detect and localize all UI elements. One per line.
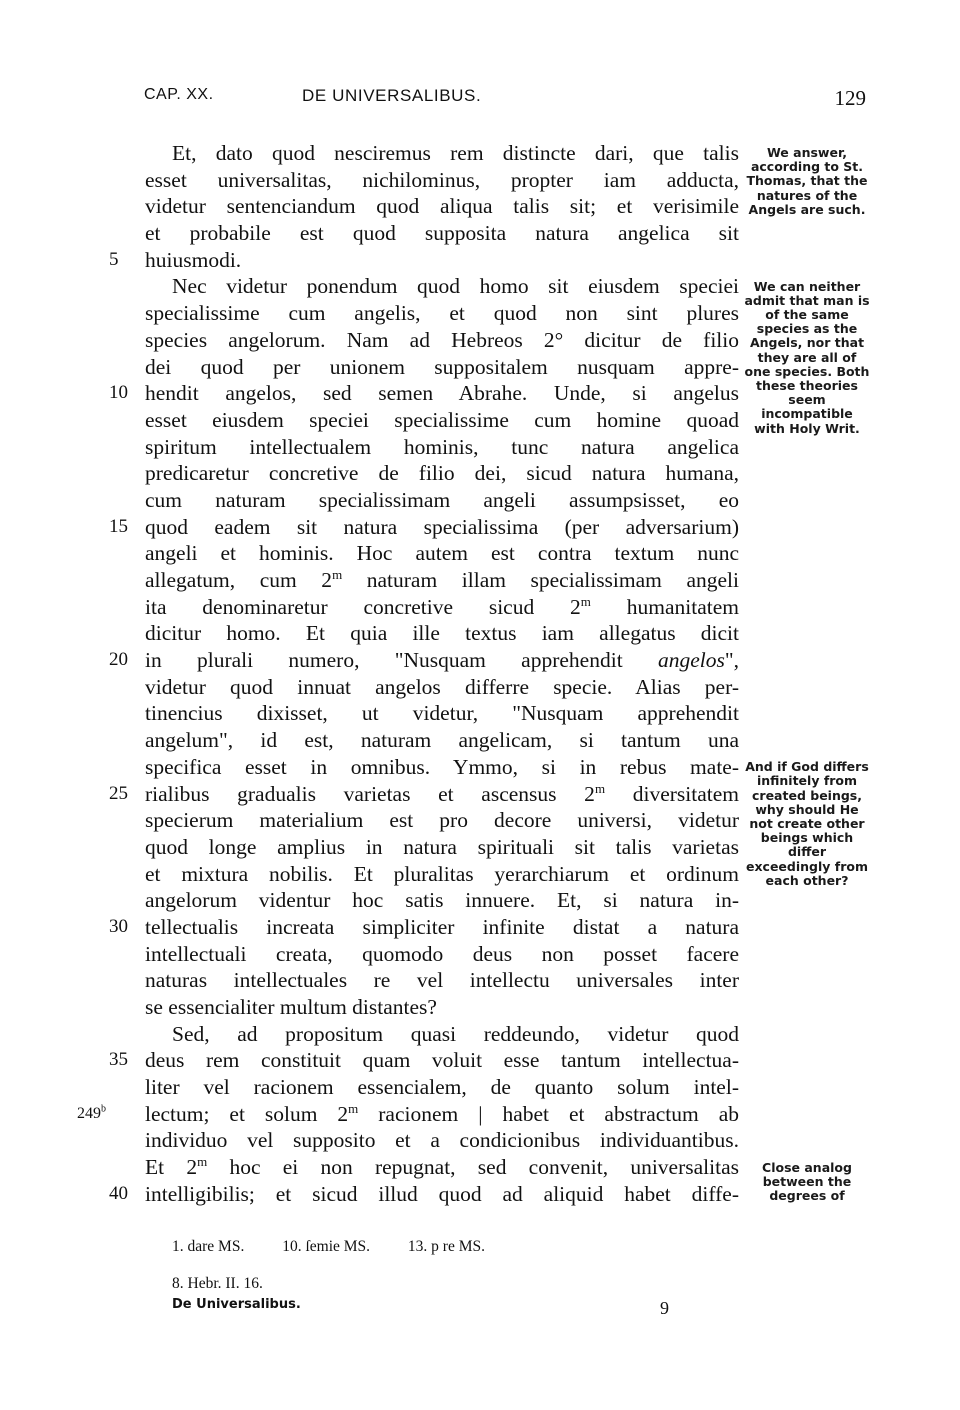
text-line [145,674,739,701]
line-text: angelum", id est, naturam angelicam, si tantum una [145,728,739,753]
chapter-label: CAP. XX. [144,86,214,103]
line-number: 25 [109,782,128,804]
line-number: 35 [109,1049,128,1071]
line-text: Et 2$^m$ hoc ei non repugnat, sed convenit, universalitas [145,1153,739,1180]
text-line [145,967,739,994]
line-text: in plurali numero, "Nusquam apprehendit angelos", [145,648,739,673]
variant-reading: 1. dare MS. [172,1238,245,1255]
text-line [145,354,739,381]
text-line [145,567,739,594]
text-line [145,140,739,167]
line-text: specialissime cum angelis, et quod non sint plures [145,301,739,326]
line-text: Et, dato quod nesciremus rem distincte dari, que talis [172,141,739,165]
line-number: 20 [109,649,128,671]
line-text: hendit angelos, sed semen Abrahe. Unde, si angelus [145,381,739,406]
marginal-note: We can neither admit that man is of the same species as the Angels, nor that they are all of one species. Both these theories seem incompatible with Holy Writ. [744,278,870,436]
text-line [109,647,739,674]
variant-reading: 13. p re MS. [407,1238,485,1255]
line-text: huiusmodi. [145,247,242,272]
text-line [145,1074,739,1101]
line-text: specierum materialium est pro decore universi, videtur [145,808,739,833]
line-number: 30 [109,915,128,937]
line-number: 10 [109,382,128,404]
line-text: esset eiusdem speciei specialissime cum homine quoad [145,407,739,432]
line-text: Nec videtur ponendum quod homo sit eiusdem speciei [172,274,739,299]
line-text: et probabile est quod supposita natura angelica sit [145,221,739,246]
line-text: quod longe amplius in natura spirituali sit talis varietas [145,834,739,859]
marginal-note: Close analog between the degrees of [762,1159,852,1203]
line-text: videtur quod innuat angelos differre specie. Alias per- [145,674,739,699]
line-text: dei quod per unionem suppositalem nusquam appre- [145,354,739,379]
line-text: cum naturam specialissimam angeli assumpsisset, eo [145,487,739,512]
line-text: spiritum intellectualem hominis, tunc natura angelica [145,434,739,459]
text-line [109,1181,739,1208]
line-text: intelligibilis; et sicud illud quod ad aliquid habet diffe- [145,1181,739,1206]
text-line [77,1100,739,1128]
line-text: et mixtura nobilis. Et pluralitas yerarchiarum et ordinum [145,861,739,886]
text-line [145,193,739,220]
text-line [145,807,739,834]
line-text: tellectualis increata simpliciter infinite distat a natura [145,914,739,939]
line-text: angeli et hominis. Hoc autem est contra textum nunc [145,541,739,566]
line-text: ita denominaretur concretive sicud 2$^m$ humanitatem [145,593,739,619]
running-title: DE UNIVERSALIBUS. [302,86,482,105]
variant-reading: 10. ſemie MS. [282,1238,371,1255]
line-text: quod eadem sit natura specialissima (per adversarium) [145,514,739,539]
text-line [145,620,739,647]
text-line [145,273,739,300]
text-line [145,994,739,1021]
line-text: esset universalitas, nichilominus, propter iam adducta, [145,167,739,192]
line-text: specifica esset in omnibus. Ymmo, si in rebus mate- [145,754,739,779]
text-line [145,407,739,434]
book-title-footer: De Universalibus. [172,1297,301,1312]
text-line [145,167,739,194]
line-text: intellectuali creata, quomodo deus non posset facere [145,941,739,966]
running-header [144,86,866,116]
line-text: dicitur homo. Et quia ille textus iam allegatus dicit [145,621,739,646]
line-text: liter vel racionem essencialem, de quanto solum intel- [145,1075,739,1100]
text-line [145,1154,739,1181]
text-line [145,754,739,781]
text-line [145,1127,739,1154]
text-line [145,700,739,727]
text-line [109,1047,739,1074]
text-line [109,780,739,808]
text-line [145,300,739,327]
text-line [145,1021,739,1048]
text-line [145,327,739,354]
line-number: 15 [109,515,128,537]
text-line [145,487,739,514]
text-line [145,941,739,968]
variant-readings [172,1238,672,1268]
line-number: 5 [109,248,119,270]
text-line [145,861,739,888]
text-line [145,220,739,247]
text-line [109,514,739,541]
main-text-block [77,140,739,1208]
line-text: lectum; et solum 2$^m$ racionem | habet et abstractum ab [145,1100,739,1126]
text-line [145,887,739,914]
line-text: tinencius dixisset, ut videtur, "Nusquam apprehendit [145,701,739,726]
text-line [109,914,739,941]
text-line [145,460,739,487]
line-text: videtur sentenciandum quod aliqua talis sit; et verisimile [145,194,739,219]
line-text: species angelorum. Nam ad Hebreos 2° dicitur de filio [145,327,739,352]
line-text: individuo vel supposito et a condicionibus individuantibus. [145,1128,739,1153]
line-text: naturas intellectuales re vel intellectu universales inter [145,968,739,993]
line-text: deus rem constituit quam voluit esse tantum intellectua- [145,1048,739,1073]
text-line [145,434,739,461]
line-text: se essencialiter multum distantes? [145,995,437,1019]
folio-mark: 249$^b$ [77,1103,106,1122]
signature-mark: 9 [660,1298,669,1318]
line-text: rialibus gradualis varietas et ascensus 2$^m$ diversitatem [145,780,739,806]
scripture-reference: 8. Hebr. II. 16. [172,1275,263,1292]
text-line [109,247,739,274]
text-line [109,380,739,407]
text-line [145,540,739,567]
text-line [145,594,739,621]
marginal-note: We answer, according to St. Thomas, that the natures of the Angels are such. [746,145,868,217]
page-number: 129 [834,86,866,110]
marginal-note: And if God differs infinitely from created beings, why should He not create other beings which differ exceedingly from each other? [745,759,869,888]
line-text: Sed, ad propositum quasi reddeundo, videtur quod [172,1021,739,1046]
footnotes [172,1238,672,1268]
line-text: angelorum videntur hoc satis innuere. Et, si natura in- [145,888,739,913]
line-number: 40 [109,1182,128,1204]
line-text: predicaretur concretive de filio dei, sicud natura humana, [145,461,739,486]
text-line [145,834,739,861]
line-text: allegatum, cum 2$^m$ naturam illam specialissimam angeli [145,566,739,592]
text-line [145,727,739,754]
